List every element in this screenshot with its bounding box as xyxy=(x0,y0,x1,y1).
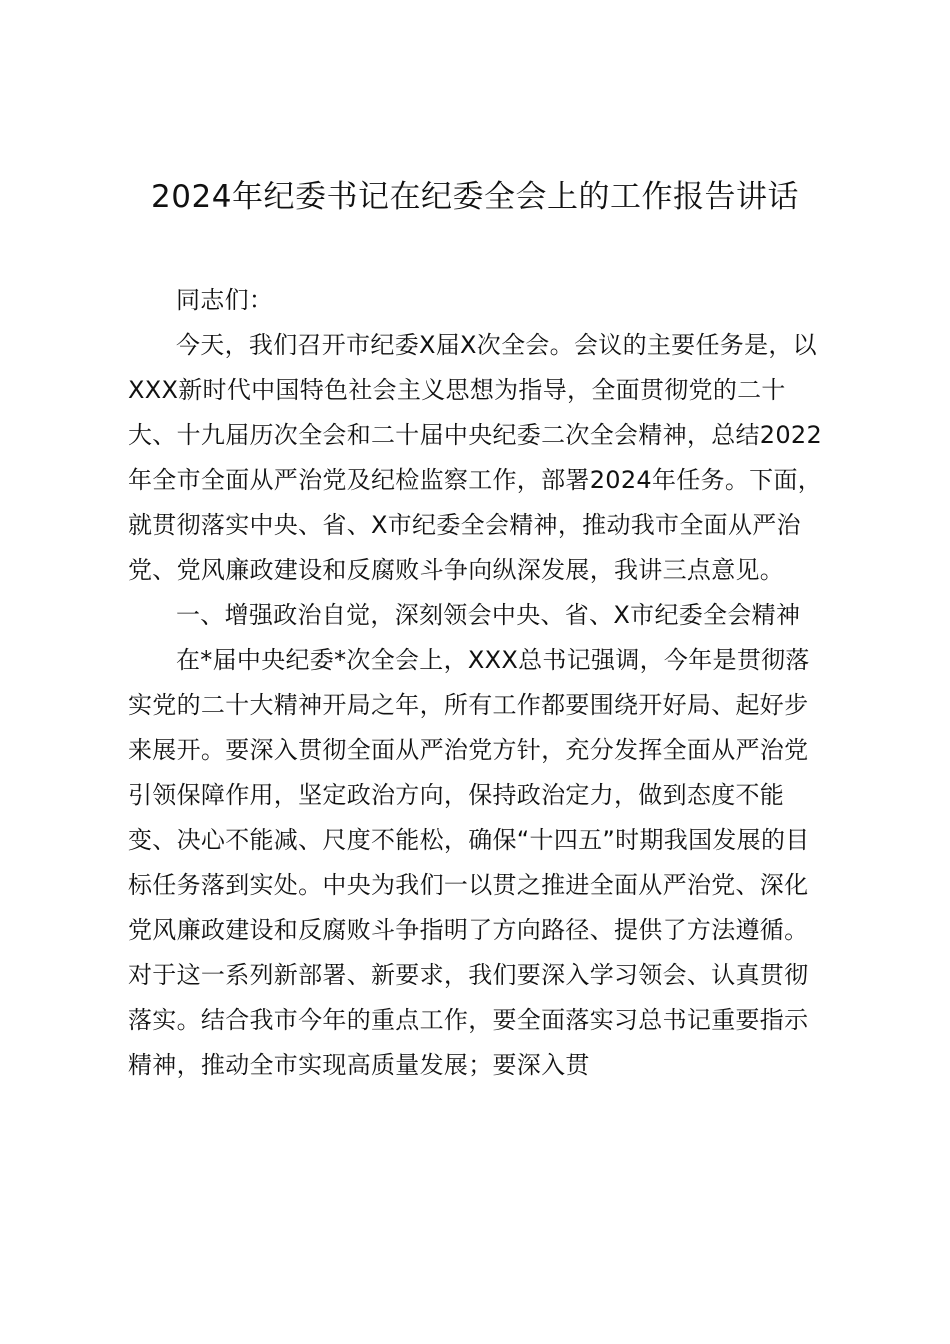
opening-paragraph: 今天，我们召开市纪委X届X次全会。会议的主要任务是，以XXX新时代中国特色社会主义思想为指导，全面贯彻党的二十大、十九届历次全会和二十届中央纪委二次全会精神，总结2022年全市全面从严治党及纪检监察工作，部署2024年任务。下面，就贯彻落实中央、省、X市纪委全会精神，推动我市全面从严治党、党风廉政建设和反腐败斗争向纵深发展，我讲三点意见。 xyxy=(128,331,823,584)
section-heading-1: 一、增强政治自觉，深刻领会中央、省、X市纪委全会精神 xyxy=(176,601,801,629)
document-title: 2024年纪委书记在纪委全会上的工作报告讲话 xyxy=(151,179,799,215)
salutation-paragraph: 同志们： xyxy=(176,286,274,314)
section-1-paragraph: 在*届中央纪委*次全会上，XXX总书记强调，今年是贯彻落实党的二十大精神开局之年，所有工作都要围绕开好局、起好步来展开。要深入贯彻全面从严治党方针，充分发挥全面从严治党引领保障作用，坚定政治方向，保持政治定力，做到态度不能变、决心不能减、尺度不能松，确保“十四五”时期我国发展的目标任务落到实处。中央为我们一以贯之推进全面从严治党、深化党风廉政建设和反腐败斗争指明了方向路径、提供了方法遵循。对于这一系列新部署、新要求，我们要深入学习领会、认真贯彻落实。结合我市今年的重点工作，要全面落实习总书记重要指示精神，推动全市实现高质量发展；要深入贯 xyxy=(128,646,810,1079)
document-body xyxy=(128,278,828,1088)
